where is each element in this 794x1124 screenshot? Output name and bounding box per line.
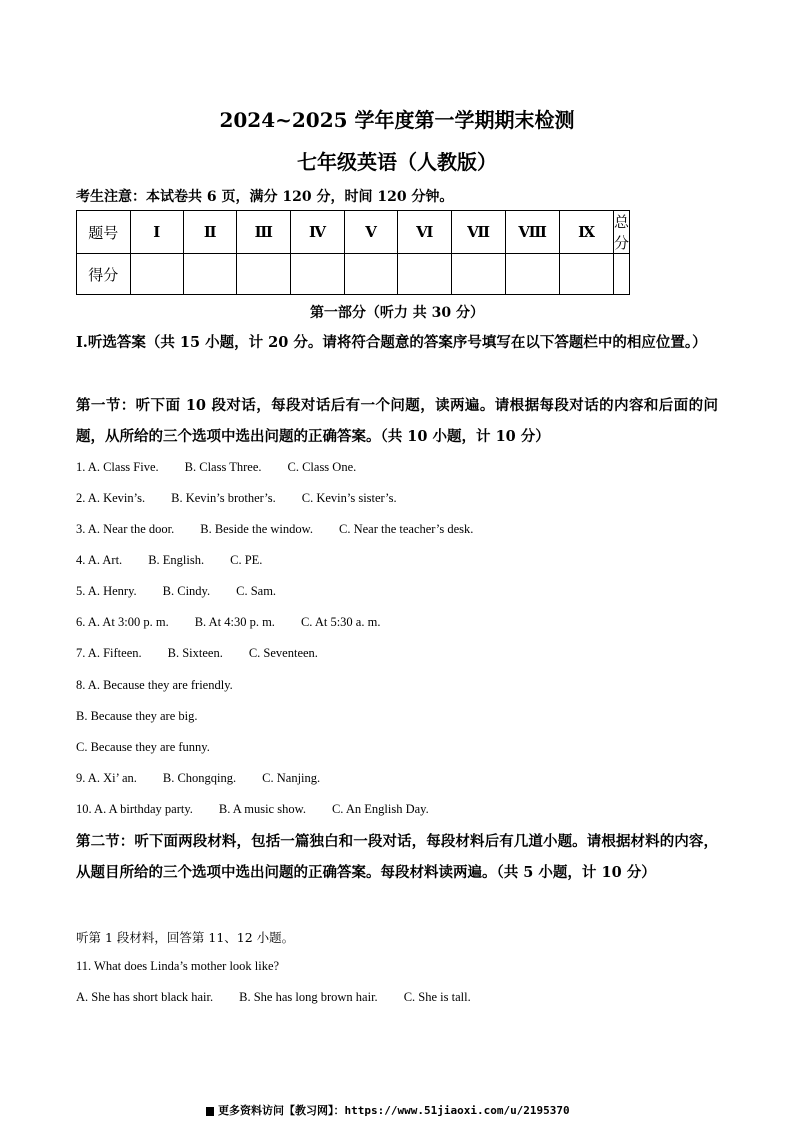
header-cell: 题号 — [77, 211, 131, 254]
header-cell: Ⅴ — [344, 211, 397, 254]
score-table-header-row — [77, 211, 630, 254]
part1-heading: 第一部分（听力 共 30 分） — [309, 305, 485, 321]
header-cell: Ⅳ — [291, 211, 345, 254]
question-8-option-c: C. Because they are funny. — [76, 740, 210, 754]
option: 2. A. Kevin’s. — [76, 491, 146, 505]
option: B. Beside the window. — [200, 522, 313, 536]
footer — [206, 1102, 570, 1118]
option: 1. A. Class Five. — [76, 460, 159, 474]
score-cell — [291, 254, 345, 295]
option: C. Kevin’s sister’s. — [301, 491, 397, 505]
option: 6. A. At 3:00 p. m. — [76, 615, 169, 629]
option: 5. A. Henry. — [76, 584, 137, 598]
option: C. Nanjing. — [262, 771, 321, 785]
score-label-cell: 得分 — [77, 254, 131, 295]
option: C. She is tall. — [403, 990, 471, 1004]
section1-heading: Ⅰ.听选答案（共 15 小题，计 20 分。请将符合题意的答案序号填写在以下答题栏中的相应位置。） — [76, 334, 707, 351]
score-table — [76, 210, 630, 295]
header-cell: Ⅰ — [130, 211, 183, 254]
option: B. Class Three. — [184, 460, 262, 474]
option: C. At 5:30 a. m. — [300, 615, 381, 629]
question-5 — [76, 584, 302, 599]
option: B. Kevin’s brother’s. — [171, 491, 276, 505]
question-9 — [76, 771, 346, 786]
question-1 — [76, 460, 382, 475]
question-3 — [76, 522, 499, 537]
option: 7. A. Fifteen. — [76, 646, 142, 660]
option: B. English. — [148, 553, 205, 567]
header-cell: Ⅶ — [452, 211, 506, 254]
listen-note: 听第 1 段材料，回答第 11、12 小题。 — [76, 930, 295, 945]
option: B. Sixteen. — [167, 646, 223, 660]
question-6 — [76, 615, 406, 630]
score-cell — [183, 254, 237, 295]
question-11-stem: 11. What does Linda’s mother look like? — [76, 959, 280, 973]
question-10 — [76, 802, 455, 817]
option: B. Chongqing. — [162, 771, 237, 785]
option: C. Near the teacher’s desk. — [338, 522, 474, 536]
option: B. At 4:30 p. m. — [194, 615, 275, 629]
option: C. Class One. — [287, 460, 357, 474]
score-cell — [560, 254, 614, 295]
score-cell — [613, 254, 629, 295]
score-cell — [506, 254, 560, 295]
score-table-score-row — [77, 254, 630, 295]
question-8-option-b: B. Because they are big. — [76, 709, 198, 723]
option: C. An English Day. — [331, 802, 429, 816]
section1-sub2: 第二节：听下面两段材料，包括一篇独白和一段对话，每段材料后有几道小题。请根据材料的内容，从题目所给的三个选项中选出问题的正确答案。每段材料读两遍。（共 5 小题，计 10 分） — [76, 833, 718, 881]
option: 4. A. Art. — [76, 553, 123, 567]
header-cell: Ⅷ — [506, 211, 560, 254]
option: C. Seventeen. — [248, 646, 318, 660]
exam-title: 2024~2025 学年度第一学期期末检测 — [219, 108, 575, 132]
option: C. PE. — [230, 553, 263, 567]
option: C. Sam. — [236, 584, 277, 598]
question-4 — [76, 553, 288, 568]
option: B. A music show. — [218, 802, 306, 816]
section1-sub1: 第一节：听下面 10 段对话，每段对话后有一个问题，读两遍。请根据每段对话的内容和后面的问题，从所给的三个选项中选出问题的正确答案。（共 10 小题，计 10 分） — [76, 397, 718, 445]
question-8-option-a: 8. A. Because they are friendly. — [76, 678, 233, 692]
flag-icon — [206, 1107, 214, 1116]
option: 9. A. Xi’ an. — [76, 771, 137, 785]
exam-subtitle: 七年级英语（人教版） — [297, 150, 497, 174]
option: B. She has long brown hair. — [239, 990, 378, 1004]
score-cell — [130, 254, 183, 295]
footer-link[interactable]: 更多资料访问【教习网】：https://www.51jiaoxi.com/u/2195370 — [218, 1104, 570, 1117]
header-cell: 总分 — [613, 211, 629, 254]
option: B. Cindy. — [162, 584, 211, 598]
header-cell: Ⅱ — [183, 211, 237, 254]
score-cell — [344, 254, 397, 295]
option: 10. A. A birthday party. — [76, 802, 193, 816]
option: A. She has short black hair. — [76, 990, 214, 1004]
option: 3. A. Near the door. — [76, 522, 175, 536]
score-cell — [398, 254, 452, 295]
question-11-options — [76, 990, 497, 1005]
score-cell — [452, 254, 506, 295]
question-2 — [76, 491, 423, 506]
question-7 — [76, 646, 344, 661]
exam-notice: 考生注意：本试卷共 6 页，满分 120 分，时间 120 分钟。 — [76, 189, 454, 205]
header-cell: Ⅵ — [398, 211, 452, 254]
header-cell: Ⅲ — [237, 211, 291, 254]
score-cell — [237, 254, 291, 295]
header-cell: Ⅸ — [560, 211, 614, 254]
